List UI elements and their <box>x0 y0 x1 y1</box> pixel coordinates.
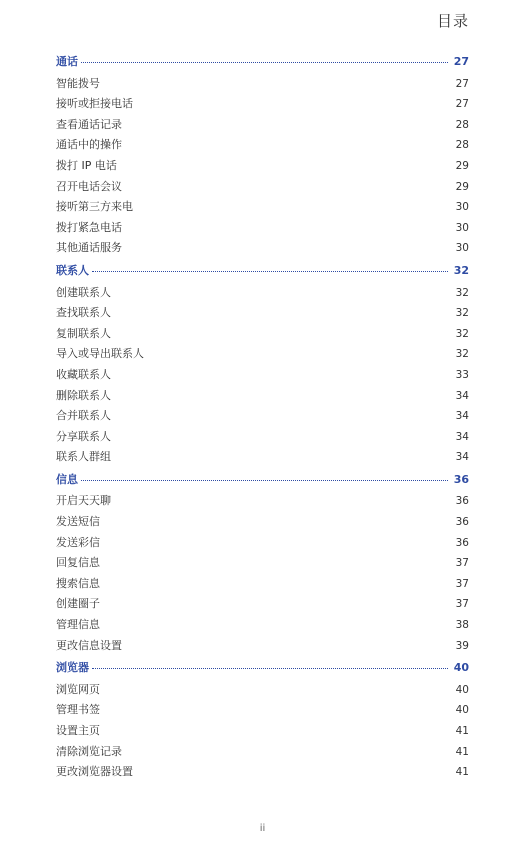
toc-entry[interactable] <box>56 386 469 407</box>
entry-page-number: 28 <box>455 139 469 152</box>
entry-page-number: 41 <box>455 725 469 737</box>
entry-title: 拨打紧急电话 <box>56 220 122 234</box>
toc-entry[interactable] <box>56 135 469 156</box>
entry-title: 回复信息 <box>56 556 100 570</box>
entry-page-number: 37 <box>455 557 469 570</box>
dot-leader <box>81 471 448 481</box>
entry-title: 清除浏览记录 <box>56 744 122 758</box>
entry-page-number: 32 <box>455 327 469 340</box>
entry-title: 开启天天聊 <box>56 494 111 508</box>
entry-title: 接听第三方来电 <box>56 200 133 214</box>
entry-title: 复制联系人 <box>56 326 111 340</box>
entry-page-number: 38 <box>455 619 469 632</box>
page-number: ii <box>259 823 266 834</box>
section-title: 浏览器 <box>56 661 89 675</box>
entry-title: 联系人群组 <box>56 450 111 464</box>
entry-title: 设置主页 <box>56 724 100 737</box>
entry-page-number: 28 <box>455 118 469 131</box>
entry-page-number: 41 <box>455 766 469 779</box>
entry-page-number: 27 <box>455 98 469 111</box>
entry-title: 接听或拒接电话 <box>56 97 133 111</box>
dot-leader <box>92 262 448 272</box>
toc-entry[interactable] <box>56 680 469 701</box>
entry-title: 智能拨号 <box>56 76 100 90</box>
entry-title: 管理书签 <box>56 703 100 717</box>
entry-page-number: 41 <box>455 745 469 758</box>
toc-section-heading[interactable] <box>56 52 469 73</box>
entry-page-number: 30 <box>455 242 469 255</box>
entry-title: 创建圈子 <box>56 597 100 611</box>
toc-entry[interactable] <box>56 427 469 448</box>
toc-entry[interactable] <box>56 283 469 304</box>
entry-page-number: 32 <box>455 307 469 320</box>
toc-entry[interactable] <box>56 156 469 177</box>
entry-title: 更改浏览器设置 <box>56 765 133 779</box>
entry-page-number: 40 <box>455 704 469 717</box>
entry-page-number: 37 <box>455 598 469 611</box>
entry-title: 搜索信息 <box>56 576 100 590</box>
toc-entry[interactable] <box>56 594 469 615</box>
toc-entry[interactable] <box>56 94 469 115</box>
entry-title: 管理信息 <box>56 618 100 632</box>
entry-title: 创建联系人 <box>56 285 111 299</box>
entry-page-number: 27 <box>455 77 469 90</box>
entry-title: 删除联系人 <box>56 388 111 402</box>
entry-page-number: 34 <box>455 451 469 464</box>
entry-page-number: 30 <box>455 201 469 214</box>
entry-page-number: 36 <box>455 516 469 529</box>
section-page-number: 32 <box>453 263 469 277</box>
toc-section-heading[interactable] <box>56 261 469 282</box>
toc-entry[interactable] <box>56 406 469 427</box>
entry-page-number: 30 <box>455 221 469 234</box>
entry-title: 发送短信 <box>56 515 100 529</box>
toc-entry[interactable] <box>56 303 469 324</box>
toc-entry[interactable] <box>56 447 469 468</box>
toc-entry[interactable] <box>56 700 469 721</box>
toc-entry[interactable] <box>56 512 469 533</box>
toc-entry[interactable] <box>56 74 469 95</box>
toc-entry[interactable] <box>56 324 469 345</box>
entry-page-number: 32 <box>455 348 469 361</box>
entry-page-number: 36 <box>455 495 469 508</box>
toc-section-heading[interactable] <box>56 470 469 491</box>
entry-title: 召开电话会议 <box>56 179 122 193</box>
entry-title: 其他通话服务 <box>56 241 122 255</box>
entry-title: 收藏联系人 <box>56 367 111 381</box>
toc-entry[interactable] <box>56 491 469 512</box>
entry-page-number: 29 <box>455 159 469 172</box>
section-title: 联系人 <box>56 263 89 277</box>
entry-title: 查看通话记录 <box>56 117 122 131</box>
toc-entry[interactable] <box>56 177 469 198</box>
entry-title: 通话中的操作 <box>56 138 122 152</box>
entry-page-number: 40 <box>455 683 469 696</box>
toc-entry[interactable] <box>56 762 469 783</box>
toc-entry[interactable] <box>56 115 469 136</box>
toc-entry[interactable] <box>56 553 469 574</box>
entry-title: 合并联系人 <box>56 409 111 423</box>
entry-title: 查找联系人 <box>56 306 111 320</box>
entry-title: 拨打 IP 电话 <box>56 158 117 172</box>
dot-leader <box>81 53 448 63</box>
entry-page-number: 34 <box>455 430 469 443</box>
entry-page-number: 34 <box>455 410 469 423</box>
section-title: 通话 <box>56 55 78 68</box>
table-of-contents <box>56 50 469 783</box>
entry-page-number: 36 <box>455 536 469 549</box>
entry-page-number: 39 <box>455 639 469 652</box>
page-title: 目录 <box>436 12 469 30</box>
toc-entry[interactable] <box>56 197 469 218</box>
toc-entry[interactable] <box>56 238 469 259</box>
entry-page-number: 33 <box>455 368 469 381</box>
toc-entry[interactable] <box>56 574 469 595</box>
entry-page-number: 34 <box>455 389 469 402</box>
entry-page-number: 29 <box>455 180 469 193</box>
entry-title: 发送彩信 <box>56 535 100 549</box>
toc-entry[interactable] <box>56 636 469 657</box>
entry-title: 更改信息设置 <box>56 638 122 652</box>
toc-entry[interactable] <box>56 218 469 239</box>
section-title: 信息 <box>56 472 78 486</box>
entry-page-number: 37 <box>455 577 469 590</box>
section-page-number: 27 <box>453 55 469 68</box>
toc-entry[interactable] <box>56 721 469 742</box>
section-page-number: 40 <box>453 661 469 675</box>
toc-entry[interactable] <box>56 533 469 554</box>
toc-section-heading[interactable] <box>56 658 469 679</box>
toc-entry[interactable] <box>56 615 469 636</box>
toc-entry[interactable] <box>56 344 469 365</box>
dot-leader <box>92 659 448 669</box>
entry-title: 浏览网页 <box>56 682 100 696</box>
toc-entry[interactable] <box>56 742 469 763</box>
entry-page-number: 32 <box>455 286 469 299</box>
entry-title: 分享联系人 <box>56 429 111 443</box>
toc-entry[interactable] <box>56 365 469 386</box>
section-page-number: 36 <box>453 472 469 486</box>
entry-title: 导入或导出联系人 <box>56 347 144 361</box>
